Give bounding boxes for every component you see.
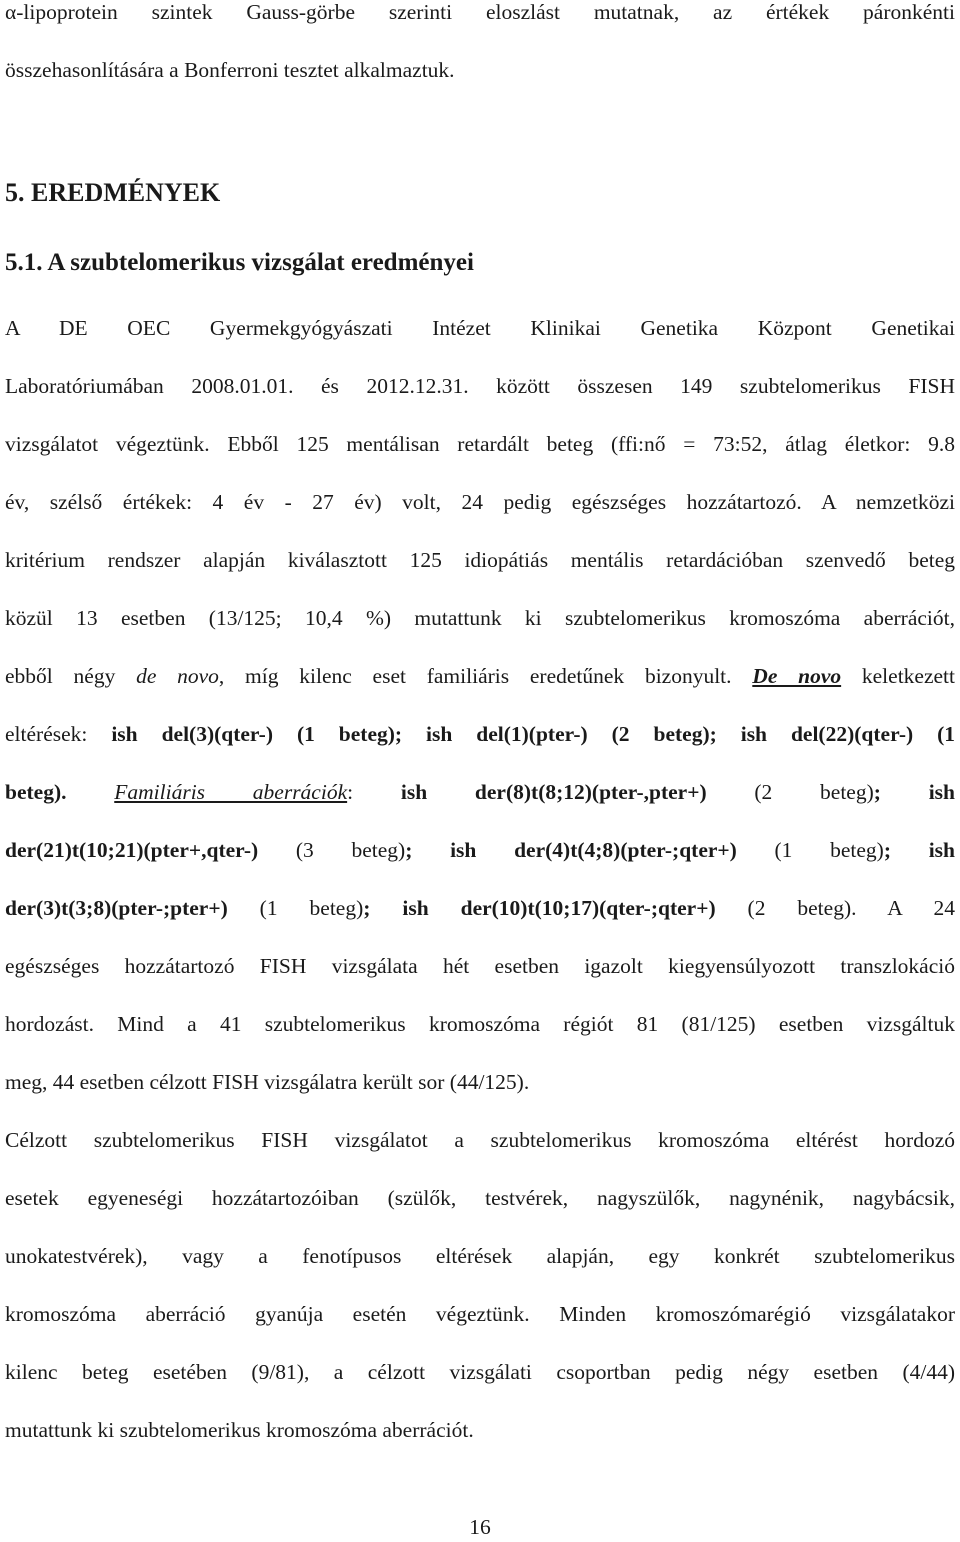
text-line: ebből négy de novo, míg kilenc eset familiáris eredetűnek bizonyult. De novo keletkezett <box>5 664 955 688</box>
text-line: vizsgálatot végeztünk. Ebből 125 mentálisan retardált beteg (ffi:nő = 73:52, átlag életkor: 9.8 <box>5 432 955 456</box>
page-number: 16 <box>469 1515 491 1539</box>
text-line: hordozást. Mind a 41 szubtelomerikus kromoszóma régiót 81 (81/125) esetben vizsgáltuk <box>5 1012 955 1036</box>
section-heading: 5. EREDMÉNYEK <box>5 178 221 207</box>
text-line: kritérium rendszer alapján kiválasztott 125 idiopátiás mentális retardációban szenvedő beteg <box>5 548 955 572</box>
text-line: α-lipoprotein szintek Gauss-görbe szerinti eloszlást mutatnak, az értékek páronkénti <box>5 0 955 24</box>
text-line: egészséges hozzátartozó FISH vizsgálata hét esetben igazolt kiegyensúlyozott transzlokáció <box>5 954 955 978</box>
text-line: meg, 44 esetben célzott FISH vizsgálatra került sor (44/125). <box>5 1070 530 1094</box>
text-line: kromoszóma aberráció gyanúja esetén végeztünk. Minden kromoszómarégió vizsgálatakor <box>5 1302 955 1326</box>
text-line: Laboratóriumában 2008.01.01. és 2012.12.31. között összesen 149 szubtelomerikus FISH <box>5 374 955 398</box>
text-line: közül 13 esetben (13/125; 10,4 %) mutattunk ki szubtelomerikus kromoszóma aberrációt, <box>5 606 955 630</box>
text-line: A DE OEC Gyermekgyógyászati Intézet Klinikai Genetika Központ Genetikai <box>5 316 955 340</box>
subsection-heading: 5.1. A szubtelomerikus vizsgálat eredményei <box>5 249 474 276</box>
text-line: der(21)t(10;21)(pter+,qter-) (3 beteg); ish der(4)t(4;8)(pter-;qter+) (1 beteg); ish <box>5 838 955 862</box>
text-line: év, szélső értékek: 4 év - 27 év) volt, 24 pedig egészséges hozzátartozó. A nemzetközi <box>5 490 955 514</box>
text-line: összehasonlítására a Bonferroni tesztet alkalmaztuk. <box>5 58 455 82</box>
text-line: Célzott szubtelomerikus FISH vizsgálatot a szubtelomerikus kromoszóma eltérést hordozó <box>5 1128 955 1152</box>
text-line: unokatestvérek), vagy a fenotípusos eltérések alapján, egy konkrét szubtelomerikus <box>5 1244 955 1268</box>
text-line: kilenc beteg esetében (9/81), a célzott vizsgálati csoportban pedig négy esetben (4/44) <box>5 1360 955 1384</box>
text-line: beteg). Familiáris aberrációk: ish der(8)t(8;12)(pter-,pter+) (2 beteg); ish <box>5 780 955 804</box>
text-line: esetek egyeneségi hozzátartozóiban (szülők, testvérek, nagyszülők, nagynénik, nagybácsik, <box>5 1186 955 1210</box>
text-line: eltérések: ish del(3)(qter-) (1 beteg); ish del(1)(pter-) (2 beteg); ish del(22)(qter-) (1 <box>5 722 955 746</box>
text-line: mutattunk ki szubtelomerikus kromoszóma aberrációt. <box>5 1418 474 1442</box>
text-line: der(3)t(3;8)(pter-;pter+) (1 beteg); ish der(10)t(10;17)(qter-;qter+) (2 beteg). A 24 <box>5 896 955 920</box>
